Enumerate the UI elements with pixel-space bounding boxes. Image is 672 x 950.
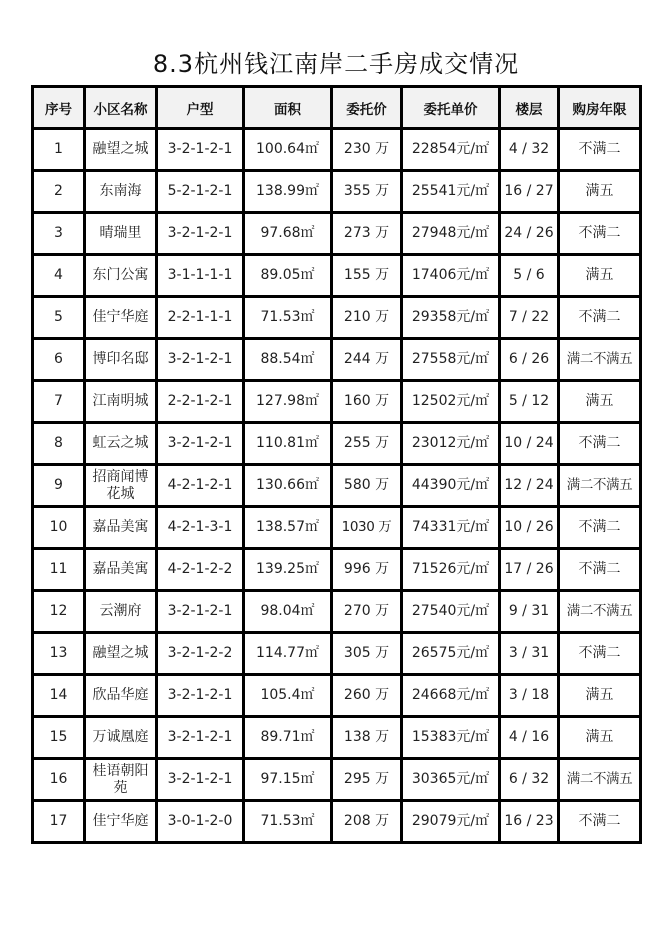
cell-price: 244 万: [332, 339, 402, 381]
cell-price: 160 万: [332, 381, 402, 423]
cell-area: 97.15㎡: [244, 759, 332, 801]
cell-name: 欣品华庭: [85, 675, 157, 717]
table-row: [33, 129, 641, 171]
cell-area: 89.71㎡: [244, 717, 332, 759]
cell-unit-price: 12502元/㎡: [402, 381, 500, 423]
cell-area: 88.54㎡: [244, 339, 332, 381]
table-body: [33, 129, 641, 843]
cell-name: 融望之城: [85, 129, 157, 171]
cell-unit-price: 27540元/㎡: [402, 591, 500, 633]
cell-years: 满二不满五: [559, 591, 641, 633]
cell-name: 佳宁华庭: [85, 801, 157, 843]
cell-layout: 3-2-1-2-1: [157, 129, 244, 171]
cell-floor: 3 / 31: [500, 633, 559, 675]
cell-layout: 3-2-1-2-1: [157, 423, 244, 465]
cell-price: 295 万: [332, 759, 402, 801]
cell-area: 71.53㎡: [244, 801, 332, 843]
table-row: [33, 717, 641, 759]
cell-price: 155 万: [332, 255, 402, 297]
cell-floor: 4 / 16: [500, 717, 559, 759]
column-header-no: 序号: [33, 87, 85, 129]
cell-price: 208 万: [332, 801, 402, 843]
cell-layout: 5-2-1-2-1: [157, 171, 244, 213]
cell-no: 17: [33, 801, 85, 843]
cell-layout: 2-2-1-1-1: [157, 297, 244, 339]
cell-name: 融望之城: [85, 633, 157, 675]
cell-years: 满五: [559, 171, 641, 213]
cell-area: 139.25㎡: [244, 549, 332, 591]
cell-floor: 16 / 23: [500, 801, 559, 843]
cell-unit-price: 27948元/㎡: [402, 213, 500, 255]
table-row: [33, 255, 641, 297]
table-row: [33, 171, 641, 213]
column-header-price: 委托价: [332, 87, 402, 129]
table-row: [33, 591, 641, 633]
cell-unit-price: 30365元/㎡: [402, 759, 500, 801]
cell-floor: 10 / 24: [500, 423, 559, 465]
cell-layout: 3-2-1-2-2: [157, 633, 244, 675]
cell-unit-price: 22854元/㎡: [402, 129, 500, 171]
cell-years: 不满二: [559, 213, 641, 255]
cell-area: 89.05㎡: [244, 255, 332, 297]
cell-area: 138.57㎡: [244, 507, 332, 549]
cell-layout: 4-2-1-2-1: [157, 465, 244, 507]
cell-years: 满五: [559, 255, 641, 297]
table-row: [33, 465, 641, 507]
cell-name: 桂语朝阳苑: [85, 759, 157, 801]
cell-area: 130.66㎡: [244, 465, 332, 507]
cell-no: 13: [33, 633, 85, 675]
cell-unit-price: 15383元/㎡: [402, 717, 500, 759]
cell-floor: 6 / 26: [500, 339, 559, 381]
cell-name: 云潮府: [85, 591, 157, 633]
cell-years: 满二不满五: [559, 339, 641, 381]
cell-unit-price: 24668元/㎡: [402, 675, 500, 717]
cell-layout: 3-2-1-2-1: [157, 591, 244, 633]
cell-unit-price: 29079元/㎡: [402, 801, 500, 843]
cell-years: 满二不满五: [559, 759, 641, 801]
cell-years: 不满二: [559, 633, 641, 675]
cell-floor: 9 / 31: [500, 591, 559, 633]
cell-price: 270 万: [332, 591, 402, 633]
cell-name: 万诚凰庭: [85, 717, 157, 759]
cell-floor: 5 / 6: [500, 255, 559, 297]
cell-years: 满五: [559, 381, 641, 423]
column-header-layout: 户型: [157, 87, 244, 129]
cell-floor: 24 / 26: [500, 213, 559, 255]
cell-unit-price: 29358元/㎡: [402, 297, 500, 339]
cell-years: 不满二: [559, 549, 641, 591]
column-header-floor: 楼层: [500, 87, 559, 129]
cell-unit-price: 27558元/㎡: [402, 339, 500, 381]
cell-no: 3: [33, 213, 85, 255]
cell-floor: 10 / 26: [500, 507, 559, 549]
cell-floor: 5 / 12: [500, 381, 559, 423]
cell-no: 2: [33, 171, 85, 213]
column-header-unit-price: 委托单价: [402, 87, 500, 129]
column-header-years: 购房年限: [559, 87, 641, 129]
cell-years: 不满二: [559, 423, 641, 465]
table-row: [33, 759, 641, 801]
table-row: [33, 801, 641, 843]
cell-no: 8: [33, 423, 85, 465]
table-row: [33, 633, 641, 675]
cell-no: 6: [33, 339, 85, 381]
cell-name: 东南海: [85, 171, 157, 213]
cell-layout: 3-2-1-2-1: [157, 213, 244, 255]
column-header-area: 面积: [244, 87, 332, 129]
cell-no: 4: [33, 255, 85, 297]
cell-area: 114.77㎡: [244, 633, 332, 675]
cell-price: 580 万: [332, 465, 402, 507]
column-header-name: 小区名称: [85, 87, 157, 129]
cell-name: 嘉品美寓: [85, 549, 157, 591]
cell-no: 16: [33, 759, 85, 801]
cell-layout: 3-0-1-2-0: [157, 801, 244, 843]
cell-price: 138 万: [332, 717, 402, 759]
cell-no: 5: [33, 297, 85, 339]
table-header-row: [33, 87, 641, 129]
cell-no: 11: [33, 549, 85, 591]
cell-no: 14: [33, 675, 85, 717]
cell-unit-price: 25541元/㎡: [402, 171, 500, 213]
cell-unit-price: 74331元/㎡: [402, 507, 500, 549]
cell-years: 不满二: [559, 507, 641, 549]
cell-area: 98.04㎡: [244, 591, 332, 633]
cell-price: 355 万: [332, 171, 402, 213]
cell-layout: 3-2-1-2-1: [157, 759, 244, 801]
cell-floor: 6 / 32: [500, 759, 559, 801]
cell-unit-price: 17406元/㎡: [402, 255, 500, 297]
cell-name: 江南明城: [85, 381, 157, 423]
cell-floor: 17 / 26: [500, 549, 559, 591]
cell-price: 210 万: [332, 297, 402, 339]
cell-years: 满五: [559, 675, 641, 717]
cell-area: 127.98㎡: [244, 381, 332, 423]
cell-area: 105.4㎡: [244, 675, 332, 717]
cell-name: 博印名邸: [85, 339, 157, 381]
cell-area: 110.81㎡: [244, 423, 332, 465]
cell-price: 305 万: [332, 633, 402, 675]
cell-price: 230 万: [332, 129, 402, 171]
cell-no: 9: [33, 465, 85, 507]
table-row: [33, 423, 641, 465]
cell-name: 招商闻博花城: [85, 465, 157, 507]
cell-price: 255 万: [332, 423, 402, 465]
cell-name: 东门公寓: [85, 255, 157, 297]
cell-layout: 4-2-1-2-2: [157, 549, 244, 591]
cell-floor: 4 / 32: [500, 129, 559, 171]
cell-unit-price: 44390元/㎡: [402, 465, 500, 507]
cell-name: 佳宁华庭: [85, 297, 157, 339]
page-title: 8.3杭州钱江南岸二手房成交情况: [152, 50, 520, 78]
cell-layout: 3-2-1-2-1: [157, 675, 244, 717]
cell-no: 15: [33, 717, 85, 759]
cell-price: 260 万: [332, 675, 402, 717]
table-row: [33, 549, 641, 591]
cell-unit-price: 26575元/㎡: [402, 633, 500, 675]
cell-unit-price: 23012元/㎡: [402, 423, 500, 465]
cell-price: 996 万: [332, 549, 402, 591]
cell-area: 100.64㎡: [244, 129, 332, 171]
cell-years: 不满二: [559, 297, 641, 339]
cell-layout: 3-2-1-2-1: [157, 339, 244, 381]
cell-name: 晴瑞里: [85, 213, 157, 255]
table-row: [33, 213, 641, 255]
cell-area: 138.99㎡: [244, 171, 332, 213]
cell-years: 满二不满五: [559, 465, 641, 507]
table-row: [33, 297, 641, 339]
cell-no: 10: [33, 507, 85, 549]
cell-no: 7: [33, 381, 85, 423]
cell-name: 虹云之城: [85, 423, 157, 465]
cell-years: 不满二: [559, 129, 641, 171]
cell-area: 71.53㎡: [244, 297, 332, 339]
cell-floor: 7 / 22: [500, 297, 559, 339]
cell-no: 12: [33, 591, 85, 633]
cell-layout: 3-1-1-1-1: [157, 255, 244, 297]
cell-years: 不满二: [559, 801, 641, 843]
cell-area: 97.68㎡: [244, 213, 332, 255]
transaction-table: [31, 85, 642, 844]
cell-floor: 3 / 18: [500, 675, 559, 717]
cell-unit-price: 71526元/㎡: [402, 549, 500, 591]
cell-layout: 4-2-1-3-1: [157, 507, 244, 549]
table-row: [33, 675, 641, 717]
cell-floor: 12 / 24: [500, 465, 559, 507]
table-row: [33, 381, 641, 423]
cell-price: 273 万: [332, 213, 402, 255]
cell-name: 嘉品美寓: [85, 507, 157, 549]
cell-layout: 2-2-1-2-1: [157, 381, 244, 423]
table-row: [33, 507, 641, 549]
cell-layout: 3-2-1-2-1: [157, 717, 244, 759]
cell-floor: 16 / 27: [500, 171, 559, 213]
cell-no: 1: [33, 129, 85, 171]
cell-years: 满五: [559, 717, 641, 759]
table-row: [33, 339, 641, 381]
cell-price: 1030 万: [332, 507, 402, 549]
